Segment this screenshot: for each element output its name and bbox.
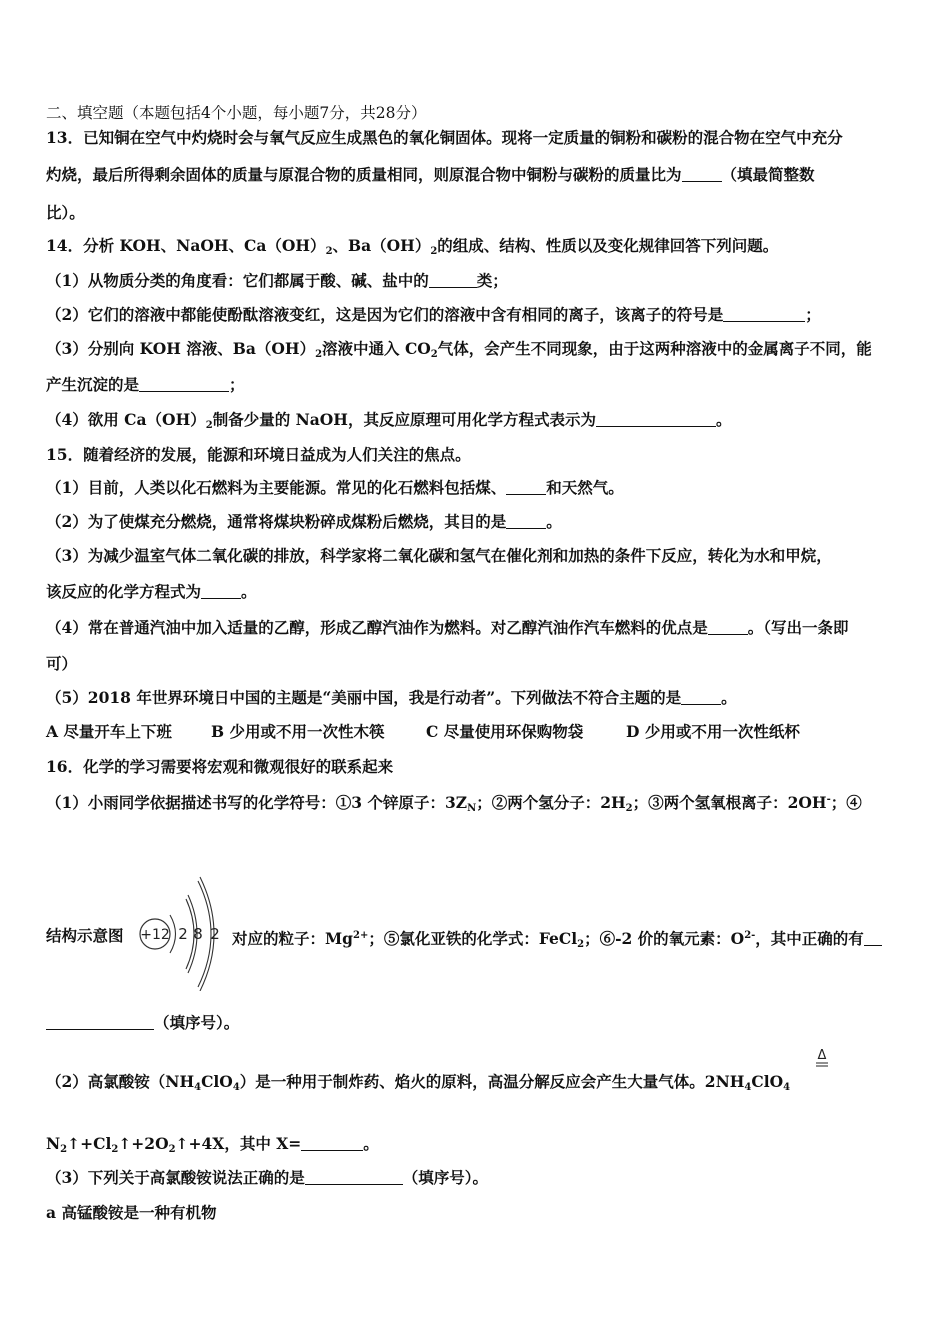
- q15-text: 。: [241, 582, 257, 601]
- q16-text: N: [46, 1134, 61, 1153]
- q14-text: 气体，会产生不同现象，由于这两种溶液中的金属离子不同，能: [437, 339, 872, 358]
- subscript: 2: [577, 939, 585, 950]
- q13-text: （填最简整数: [721, 165, 815, 184]
- q14-stem: [46, 236, 778, 262]
- answer-blank: [708, 619, 748, 635]
- subscript: 2: [168, 1144, 176, 1155]
- q16-text: ）是一种用于制炸药、焰火的原料，高温分解反应会产生大量气体。2NH: [239, 1072, 745, 1091]
- q14-text: ；: [805, 305, 821, 324]
- subscript: 2: [325, 246, 333, 257]
- q16-part1-line2a: 结构示意图: [46, 926, 124, 945]
- q14-part3-line2: [46, 375, 245, 395]
- subscript: 4: [194, 1082, 202, 1093]
- answer-blank: [305, 1169, 403, 1185]
- answer-blank: [864, 930, 882, 946]
- q16-text: （填序号）。: [402, 1168, 489, 1187]
- answer-blank: [139, 376, 229, 392]
- option-b: B 少用或不用一次性木筷: [211, 722, 385, 741]
- q16-text: ClO: [751, 1072, 784, 1091]
- q16-text: （1）小雨同学依据描述书写的化学符号：①3 个锌原子：3Z: [46, 793, 468, 812]
- q15-text: （1）目前，人类以化石燃料为主要能源。常见的化石燃料包括煤、: [46, 478, 507, 497]
- q14-part2: [46, 305, 821, 325]
- q15-part2: [46, 512, 562, 532]
- q16-text: ↑+2O: [118, 1134, 169, 1153]
- subscript: 2: [315, 349, 323, 360]
- q14-part1: [46, 271, 508, 291]
- q16-part1-line3: [46, 1013, 239, 1033]
- q14-text: ；: [229, 375, 245, 394]
- superscript: 2+: [353, 930, 369, 941]
- q15-stem: 15．随着经济的发展，能源和环境日益成为人们关注的焦点。: [46, 445, 471, 464]
- q14-text: 。: [715, 410, 732, 429]
- q16-stem: 16．化学的学习需要将宏观和微观很好的联系起来: [46, 757, 394, 776]
- answer-blank: [46, 1014, 154, 1030]
- superscript: 2-: [744, 930, 756, 941]
- q15-text: （2）为了使煤充分燃烧，通常将煤块粉碎成煤粉后燃烧，其目的是: [46, 512, 507, 531]
- q16-text: ；⑤氯化亚铁的化学式：FeCl: [368, 929, 578, 948]
- option-a: A 尽量开车上下班: [46, 722, 172, 741]
- option-c: C 尽量使用环保购物袋: [426, 722, 584, 741]
- shell-electron-count: 8: [193, 925, 203, 943]
- q14-text: 14．分析 KOH、NaOH、Ca（OH）: [46, 236, 326, 255]
- q16-part1-line2b: [232, 926, 882, 955]
- q15-text: （5）2018 年世界环境日中国的主题是“美丽中国，我是行动者”。下列做法不符合主题的是: [46, 688, 682, 707]
- q15-text: 。（写出一条即: [747, 618, 849, 637]
- q13-line1: 13．已知铜在空气中灼烧时会与氧气反应生成黑色的氧化铜固体。现将一定质量的铜粉和碳粉的混合物在空气中充分: [46, 128, 843, 147]
- q16-text: ；④: [830, 793, 862, 812]
- q16-part2-line2: [46, 1134, 379, 1160]
- electron-shell-arc: [170, 915, 176, 953]
- nucleus-charge: +12: [140, 927, 170, 943]
- subscript: 2: [625, 803, 633, 814]
- q16-text: （2）高氯酸铵（NH: [46, 1072, 195, 1091]
- q15-text: 。: [721, 688, 737, 707]
- answer-blank: [723, 306, 805, 322]
- q14-text: 溶液中通入 CO: [322, 339, 431, 358]
- q16-text: ；③两个氢氧根离子：2OH: [632, 793, 827, 812]
- q14-text: （4）欲用 Ca（OH）: [46, 410, 206, 429]
- answer-blank: [301, 1135, 363, 1151]
- q14-text: （3）分别向 KOH 溶液、Ba（OH）: [46, 339, 316, 358]
- delta-symbol: Δ: [817, 1048, 827, 1063]
- q16-part1-line1: [46, 790, 862, 819]
- q16-text: 对应的粒子：Mg: [232, 929, 353, 948]
- q15-part4-line1: [46, 618, 849, 638]
- answer-blank: [681, 689, 721, 705]
- subscript: 2: [430, 246, 438, 257]
- q15-text: 。: [546, 512, 562, 531]
- q14-text: 类；: [476, 271, 508, 290]
- q14-text: 产生沉淀的是: [46, 375, 140, 394]
- subscript: 4: [232, 1082, 240, 1093]
- subscript: N: [467, 803, 477, 814]
- q16-text: ↑+Cl: [67, 1134, 112, 1153]
- answer-blank: [506, 513, 546, 529]
- section-title: 二、填空题（本题包括4个小题，每小题7分，共28分）: [46, 104, 427, 122]
- q15-part5: [46, 688, 737, 708]
- heat-condition-symbol: [815, 1047, 829, 1073]
- q15-part4-line2: 可）: [46, 654, 78, 673]
- q16-text: 。: [363, 1134, 379, 1153]
- q16-text: ；⑥-2 价的氧元素：O: [584, 929, 745, 948]
- q16-text: ；②两个氢分子：2H: [476, 793, 626, 812]
- q16-part3: [46, 1168, 488, 1188]
- q14-text: 的组成、结构、性质以及变化规律回答下列问题。: [437, 236, 779, 255]
- subscript: 2: [430, 349, 438, 360]
- q15-part3-line2: [46, 582, 257, 602]
- answer-blank: [596, 411, 716, 427]
- superscript: -: [826, 794, 831, 805]
- q16-text: （填序号）。: [154, 1013, 240, 1032]
- q15-part3-line1: （3）为减少温室气体二氧化碳的排放，科学家将二氧化碳和氢气在催化剂和加热的条件下反应，转化为水和甲烷，: [46, 546, 832, 565]
- q13-line2: [46, 165, 815, 185]
- subscript: 4: [783, 1082, 791, 1093]
- q15-text: （4）常在普通汽油中加入适量的乙醇，形成乙醇汽油作为燃料。对乙醇汽油作汽车燃料的优点是: [46, 618, 708, 637]
- q16-text: ↑+4X，其中 X=: [175, 1134, 302, 1153]
- q13-text: 灼烧，最后所得剩余固体的质量与原混合物的质量相同，则原混合物中铜粉与碳粉的质量比为: [46, 165, 682, 184]
- q16-text: ，其中正确的有: [755, 929, 864, 948]
- q13-line3: 比）。: [46, 203, 85, 222]
- q14-text: 制备少量的 NaOH，其反应原理可用化学方程式表示为: [212, 410, 596, 429]
- shell-electron-count: 2: [178, 925, 188, 943]
- shell-electron-count: 2: [210, 925, 220, 943]
- q16-text: （3）下列关于高氯酸铵说法正确的是: [46, 1168, 305, 1187]
- subscript: 2: [205, 420, 213, 431]
- subscript: 2: [111, 1144, 119, 1155]
- q14-text: （1）从物质分类的角度看：它们都属于酸、碱、盐中的: [46, 271, 429, 290]
- answer-blank: [682, 166, 722, 182]
- q14-part4: [46, 410, 731, 436]
- q14-text: 、Ba（OH）: [332, 236, 431, 255]
- q16-part2-line1: [46, 1072, 790, 1098]
- subscript: 4: [744, 1082, 752, 1093]
- option-d: D 少用或不用一次性纸杯: [626, 722, 800, 741]
- answer-blank: [429, 272, 477, 288]
- answer-blank: [201, 583, 241, 599]
- q15-text: 和天然气。: [546, 478, 624, 497]
- q15-part1: [46, 478, 624, 498]
- q16-text: ClO: [201, 1072, 233, 1091]
- q14-text: （2）它们的溶液中都能使酚酞溶液变红，这是因为它们的溶液中含有相同的离子，该离子的符号是: [46, 305, 724, 324]
- q14-part3-line1: [46, 339, 872, 365]
- q15-text: 该反应的化学方程式为: [46, 582, 202, 601]
- q16-option-a: a 高锰酸铵是一种有机物: [46, 1203, 217, 1222]
- answer-blank: [506, 479, 546, 495]
- subscript: 2: [60, 1144, 68, 1155]
- atom-structure-diagram: [136, 873, 226, 991]
- q15-options: [46, 722, 800, 742]
